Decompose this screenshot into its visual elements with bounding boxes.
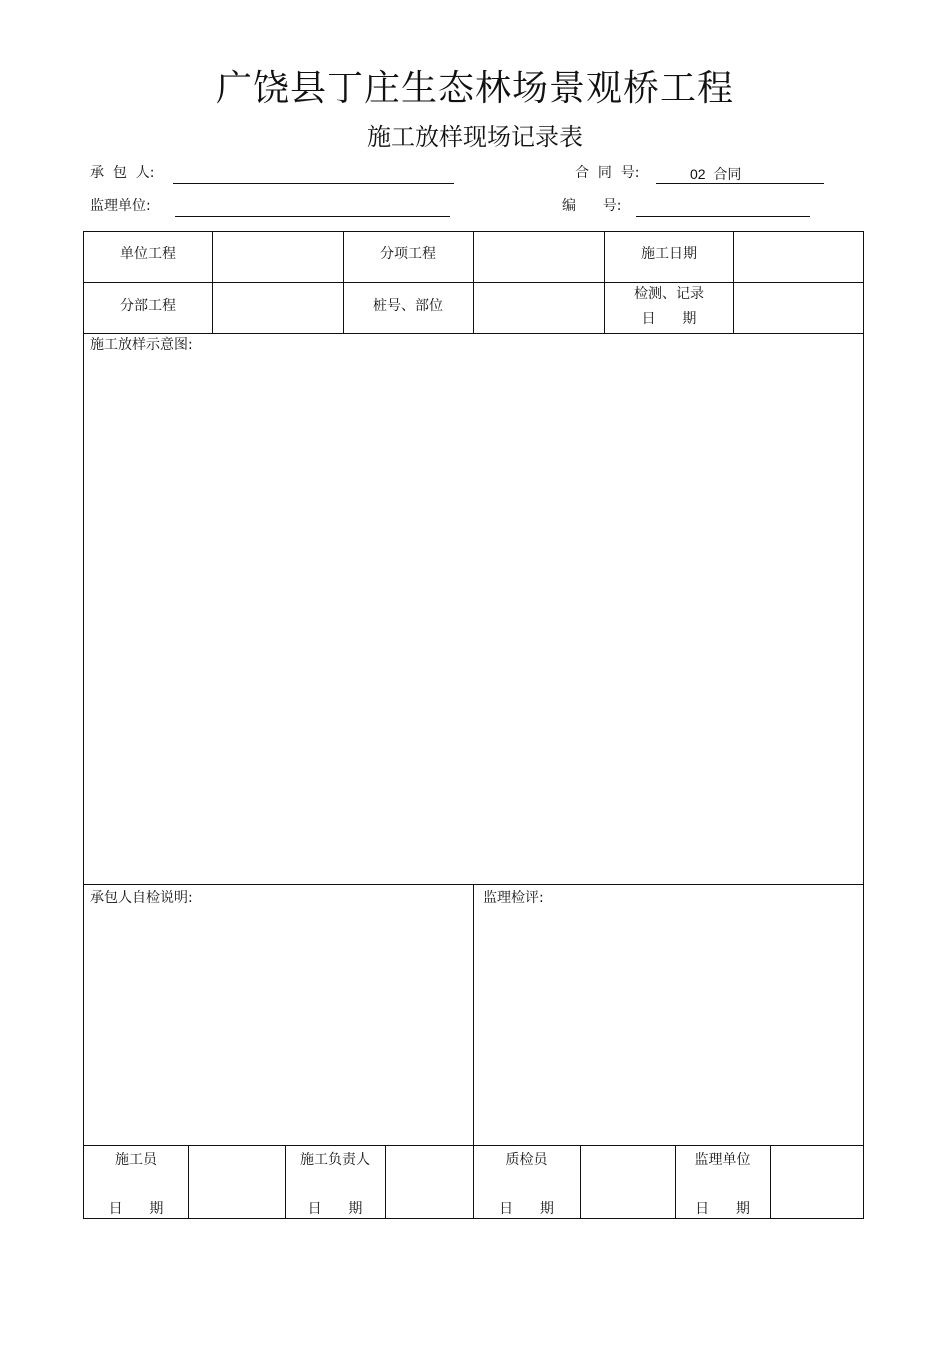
inspection-label-line2: 日 期: [641, 311, 697, 327]
signature-date-label-constructor: 日 期: [108, 1201, 164, 1217]
supervision-area[interactable]: [474, 910, 864, 1145]
signature-date-label-supervisor: 日 期: [695, 1201, 750, 1217]
signature-role-constructor: 施工员: [115, 1152, 157, 1168]
diagram-area[interactable]: [84, 356, 864, 884]
unit-project-label: 单位工程: [120, 246, 176, 262]
inspection-label-line1: 检测、记录: [634, 286, 704, 302]
contract-no-value: 02 合同: [690, 166, 742, 182]
construction-date-cell[interactable]: [734, 232, 864, 282]
document-title: 广饶县丁庄生态林场景观桥工程: [215, 68, 734, 109]
serial-field[interactable]: [636, 198, 810, 217]
construction-date-label: 施工日期: [641, 246, 697, 262]
signature-field-constructor[interactable]: [189, 1146, 285, 1219]
signature-date-label-construction-lead: 日 期: [307, 1201, 363, 1217]
serial-label: 编 号:: [562, 198, 622, 214]
supervisor-field[interactable]: [175, 198, 450, 217]
contractor-field[interactable]: [173, 165, 454, 184]
signature-field-quality-inspector[interactable]: [581, 1146, 675, 1219]
signature-role-quality-inspector: 质检员: [505, 1152, 548, 1168]
sub-item-label: 分项工程: [380, 246, 436, 262]
division-label: 分部工程: [120, 298, 176, 314]
row-divider-2: [83, 333, 864, 334]
unit-project-cell[interactable]: [213, 232, 343, 282]
contract-no-field[interactable]: [656, 165, 824, 184]
signature-field-construction-lead[interactable]: [386, 1146, 473, 1219]
contract-no-label: 合 同 号:: [575, 165, 640, 181]
inspection-date-cell[interactable]: [734, 283, 864, 333]
supervisor-label: 监理单位:: [90, 198, 151, 214]
signature-role-construction-lead: 施工负责人: [300, 1152, 370, 1168]
contractor-label: 承 包 人:: [90, 165, 155, 181]
station-cell[interactable]: [474, 283, 604, 333]
diagram-label: 施工放样示意图:: [90, 337, 193, 353]
sub-item-cell[interactable]: [474, 232, 604, 282]
signature-role-supervisor: 监理单位: [694, 1152, 751, 1168]
supervision-label: 监理检评:: [483, 890, 544, 906]
self-check-label: 承包人自检说明:: [90, 890, 193, 906]
document-subtitle: 施工放样现场记录表: [367, 123, 583, 151]
signature-field-supervisor[interactable]: [771, 1146, 864, 1219]
station-label: 桩号、部位: [373, 298, 443, 314]
signature-date-label-quality-inspector: 日 期: [499, 1201, 554, 1217]
division-cell[interactable]: [213, 283, 343, 333]
self-check-area[interactable]: [84, 910, 473, 1145]
